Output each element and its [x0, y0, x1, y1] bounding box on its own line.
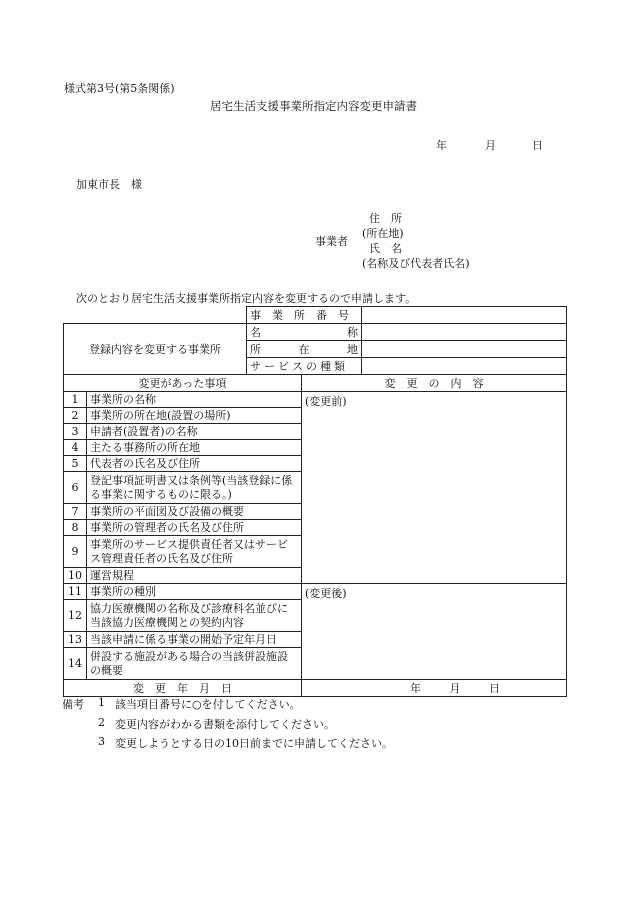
date-month: 月 — [485, 139, 496, 152]
applicant-name-note: (名称及び代表者氏名) — [362, 257, 470, 270]
item-number[interactable]: 8 — [64, 520, 87, 536]
item-text: 運営規程 — [87, 568, 302, 584]
item-text: 申請者(設置者)の名称 — [87, 424, 302, 440]
applicant-address-label: 住 所 — [369, 212, 402, 225]
item-text: 協力医療機関の名称及び診療科名並びに当該協力医療機関との契約内容 — [87, 600, 302, 632]
changed-items-header: 変更があった事項 — [64, 375, 302, 392]
item-number[interactable]: 6 — [64, 472, 87, 504]
item-number[interactable]: 11 — [64, 584, 87, 600]
applicant-label: 事業者 — [315, 235, 348, 248]
item-text: 事業所の所在地(設置の場所) — [87, 408, 302, 424]
item-number[interactable]: 5 — [64, 456, 87, 472]
change-date-year: 年 — [410, 682, 421, 695]
change-form-table — [63, 306, 567, 697]
office-location-label: 所 在 地 — [247, 341, 362, 358]
form-number: 様式第3号(第5条関係) — [64, 82, 175, 95]
item-number[interactable]: 14 — [64, 648, 87, 680]
item-number[interactable]: 9 — [64, 536, 87, 568]
item-text: 事業所の平面図及び設備の概要 — [87, 504, 302, 520]
item-text: 事業所の管理者の氏名及び住所 — [87, 520, 302, 536]
change-before-label: (変更前) — [305, 395, 347, 408]
item-number[interactable]: 4 — [64, 440, 87, 456]
note-number: 2 — [98, 716, 105, 729]
item-number[interactable]: 7 — [64, 504, 87, 520]
office-location-field[interactable] — [362, 341, 567, 358]
change-content-header: 変 更 の 内 容 — [302, 375, 567, 392]
item-text: 主たる事務所の所在地 — [87, 440, 302, 456]
office-name-field[interactable] — [362, 324, 567, 341]
change-after-label: (変更後) — [305, 587, 347, 600]
applicant-name-label: 氏 名 — [369, 242, 402, 255]
item-number[interactable]: 3 — [64, 424, 87, 440]
change-date-day: 日 — [489, 682, 500, 695]
item-text: 当該申請に係る事業の開始予定年月日 — [87, 632, 302, 648]
item-number[interactable]: 13 — [64, 632, 87, 648]
item-text: 事業所の種別 — [87, 584, 302, 600]
item-text: 事業所のサービス提供責任者又はサービス管理責任者の氏名及び住所 — [87, 536, 302, 568]
note-text: 該当項目番号に○を付してください。 — [115, 698, 301, 711]
service-type-field[interactable] — [362, 358, 567, 375]
office-name-label: 名 称 — [247, 324, 362, 341]
change-after-field[interactable] — [302, 584, 567, 680]
note-number: 3 — [98, 735, 105, 748]
applicant-address-note: (所在地) — [362, 227, 404, 240]
item-text: 事業所の名称 — [87, 392, 302, 408]
item-number[interactable]: 10 — [64, 568, 87, 584]
note-number: 1 — [98, 696, 105, 709]
document-title: 居宅生活支援事業所指定内容変更申請書 — [210, 99, 417, 113]
note-text: 変更しようとする日の10日前までに申請してください。 — [115, 737, 393, 750]
note-text: 変更内容がわかる書類を添付してください。 — [115, 718, 335, 731]
item-text: 登記事項証明書又は条例等(当該登録に係る事業に関するものに限る。) — [87, 472, 302, 504]
item-number[interactable]: 12 — [64, 600, 87, 632]
addressee: 加東市長 様 — [76, 178, 142, 191]
office-label: 登録内容を変更する事業所 — [64, 324, 247, 375]
item-text: 併設する施設がある場合の当該併設施設の概要 — [87, 648, 302, 680]
item-text: 代表者の氏名及び住所 — [87, 456, 302, 472]
office-number-field[interactable] — [362, 307, 567, 324]
change-date-label: 変 更 年 月 日 — [64, 680, 302, 697]
item-number[interactable]: 1 — [64, 392, 87, 408]
notes-label: 備考 — [62, 698, 84, 711]
office-number-label: 事 業 所 番 号 — [247, 307, 362, 324]
date-day: 日 — [532, 139, 543, 152]
date-year: 年 — [436, 139, 447, 152]
item-number[interactable]: 2 — [64, 408, 87, 424]
service-type-label: サービスの種類 — [247, 358, 362, 375]
change-date-field[interactable] — [302, 680, 567, 697]
intro-text: 次のとおり居宅生活支援事業所指定内容を変更するので申請します。 — [76, 292, 417, 305]
change-date-month: 月 — [449, 682, 461, 695]
change-before-field[interactable] — [302, 392, 567, 584]
